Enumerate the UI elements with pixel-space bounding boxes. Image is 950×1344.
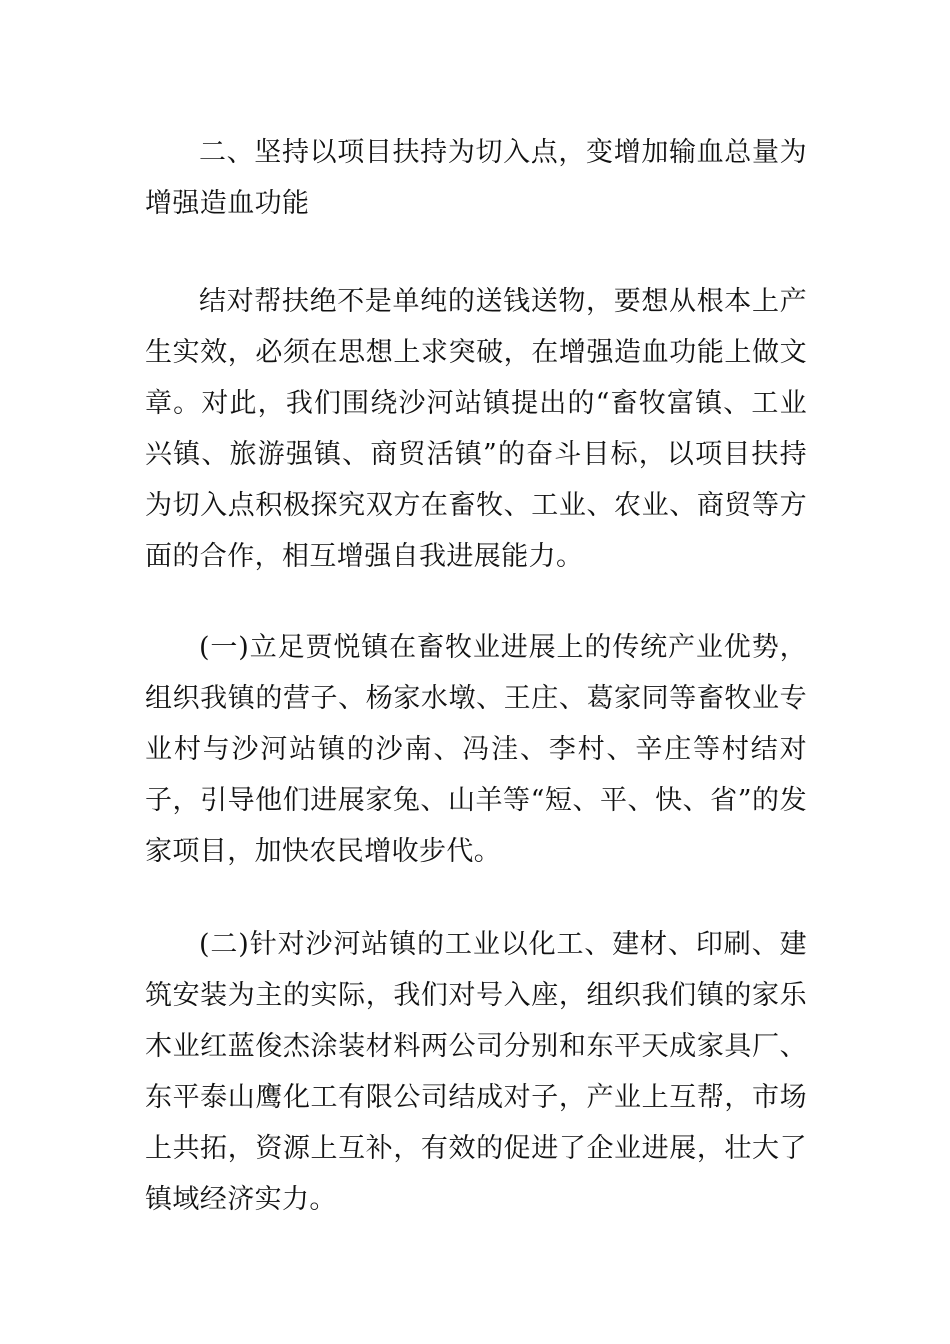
body-paragraph: (一)立足贾悦镇在畜牧业进展上的传统产业优势，组织我镇的营子、杨家水墩、王庄、葛家同等畜牧业专业村与沙河站镇的沙南、冯洼、李村、辛庄等村结对子，引导他们进展家兔、山羊等“短、平、快、省”的发家项目，加快农民增收步代。 — [145, 632, 807, 867]
section-heading: 二、坚持以项目扶持为切入点，变增加输血总量为增强造血功能 — [145, 137, 807, 219]
body-paragraph: (二)针对沙河站镇的工业以化工、建材、印刷、建筑安装为主的实际，我们对号入座，组织我们镇的家乐木业红蓝俊杰涂装材料两公司分别和东平天成家具厂、东平泰山鹰化工有限公司结成对子，产业上互帮，市场上共拓，资源上互补，有效的促进了企业进展，壮大了镇域经济实力。 — [145, 929, 807, 1215]
body-paragraph: 结对帮扶绝不是单纯的送钱送物，要想从根本上产生实效，必须在思想上求突破，在增强造血功能上做文章。对此，我们围绕沙河站镇提出的“畜牧富镇、工业兴镇、旅游强镇、商贸活镇”的奋斗目标，以项目扶持为切入点积极探究双方在畜牧、工业、农业、商贸等方面的合作，相互增强自我进展能力。 — [145, 286, 807, 572]
